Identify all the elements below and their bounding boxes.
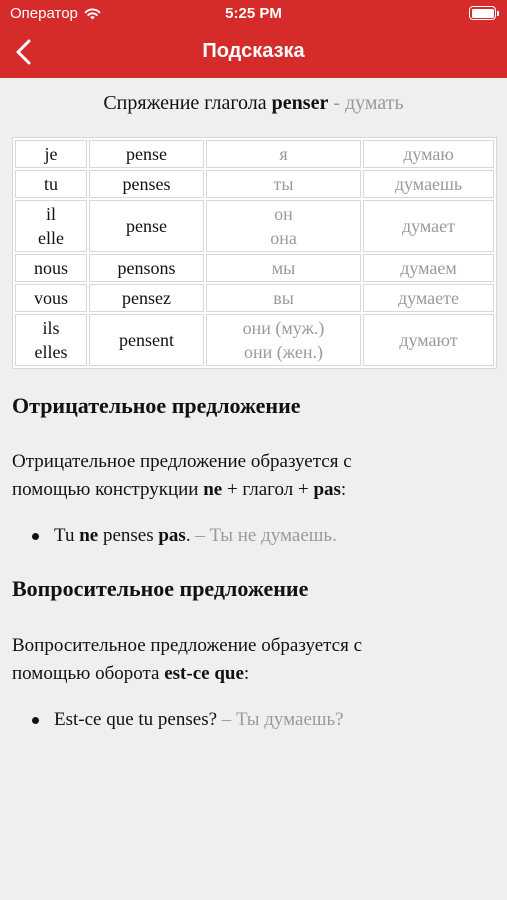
- table-row: [15, 254, 494, 282]
- form-cell: pense: [89, 200, 204, 252]
- ru-form-cell: думаешь: [363, 170, 494, 198]
- ru-pronoun-cell: [206, 200, 361, 252]
- bullet-dot: [32, 533, 39, 540]
- pas-keyword: pas: [158, 525, 186, 546]
- table-row: [15, 314, 494, 366]
- question-example: [32, 706, 344, 734]
- battery-icon: [469, 6, 496, 20]
- text-fragment: penses: [98, 525, 159, 546]
- negative-example: [32, 522, 337, 550]
- pronoun-line: il: [45, 204, 56, 224]
- table-row: [15, 170, 494, 198]
- ru-pronoun-cell: [206, 314, 361, 366]
- form-cell: penses: [89, 170, 204, 198]
- pas-keyword: pas: [313, 479, 341, 500]
- question-heading: Вопросительное предложение: [12, 576, 309, 601]
- ru-form-cell: думают: [363, 314, 494, 366]
- example-text: [54, 706, 344, 734]
- form-cell: pensons: [89, 254, 204, 282]
- navigation-bar: [0, 0, 507, 78]
- negative-text-line: [12, 476, 482, 504]
- ru-form-cell: думаю: [363, 140, 494, 168]
- table-row: [15, 200, 494, 252]
- pronoun-cell: tu: [15, 170, 87, 198]
- ru-form-cell: думаем: [363, 254, 494, 282]
- table-row: [15, 284, 494, 312]
- example-translation: – Ты не думаешь.: [190, 525, 337, 546]
- conjugation-table: [12, 137, 497, 369]
- pronoun-cell: [15, 314, 87, 366]
- text-fragment: :: [243, 663, 250, 684]
- pronoun-cell: nous: [15, 254, 87, 282]
- question-text-line: Вопросительное предложение образуется с: [12, 635, 363, 656]
- nav-title: Подсказка: [202, 40, 305, 62]
- bullet-dot: [32, 717, 39, 724]
- text-fragment: .: [185, 525, 191, 546]
- ru-form-cell: думаете: [363, 284, 494, 312]
- table-row: [15, 140, 494, 168]
- pronoun-cell: vous: [15, 284, 87, 312]
- ru-pronoun-line: они (муж.): [242, 318, 325, 338]
- ru-pronoun-cell: мы: [206, 254, 361, 282]
- form-cell: pensez: [89, 284, 204, 312]
- form-cell: pensent: [89, 314, 204, 366]
- title-separator: -: [328, 92, 345, 114]
- example-text: [54, 522, 337, 550]
- ne-keyword: ne: [79, 525, 99, 546]
- status-bar: [0, 0, 507, 28]
- question-text-line: [12, 660, 482, 688]
- ru-pronoun-cell: ты: [206, 170, 361, 198]
- ru-form-cell: думает: [363, 200, 494, 252]
- question-paragraph: [12, 632, 482, 688]
- title-verb: penser: [271, 92, 329, 114]
- negative-heading: Отрицательное предложение: [12, 393, 301, 418]
- ru-pronoun-cell: вы: [206, 284, 361, 312]
- text-fragment: + глагол +: [222, 479, 314, 500]
- ru-pronoun-line: они (жен.): [243, 342, 324, 362]
- negative-text-line: Отрицательное предложение образуется с: [12, 451, 352, 472]
- est-ce-que-keyword: est-ce que: [164, 663, 244, 684]
- pronoun-line: elles: [34, 342, 68, 362]
- text-fragment: Tu: [54, 525, 80, 546]
- status-time: 5:25 PM: [225, 5, 282, 22]
- form-cell: pense: [89, 140, 204, 168]
- pronoun-line: ils: [42, 318, 60, 338]
- pronoun-cell: [15, 200, 87, 252]
- pronoun-cell: je: [15, 140, 87, 168]
- ne-keyword: ne: [203, 479, 223, 500]
- title-prefix: Спряжение глагола: [103, 92, 267, 114]
- example-translation: – Ты думаешь?: [217, 709, 344, 730]
- title-translation: думать: [345, 92, 404, 114]
- ru-pronoun-line: она: [270, 228, 297, 248]
- text-fragment: помощью оборота: [12, 663, 165, 684]
- page-title: [0, 92, 507, 115]
- pronoun-line: elle: [38, 228, 64, 248]
- carrier-label: Оператор: [10, 5, 78, 22]
- example-fr: Est-ce que tu penses?: [54, 709, 218, 730]
- ru-pronoun-line: он: [274, 204, 293, 224]
- text-fragment: помощью конструкции: [12, 479, 204, 500]
- negative-paragraph: [12, 448, 482, 504]
- text-fragment: :: [340, 479, 347, 500]
- ru-pronoun-cell: я: [206, 140, 361, 168]
